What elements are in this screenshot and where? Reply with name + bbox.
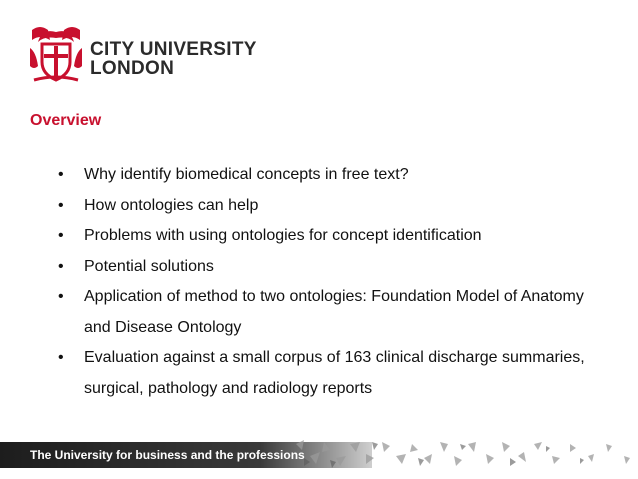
university-crest-icon xyxy=(28,22,84,84)
bullet-item xyxy=(58,252,598,283)
bullet-icon: • xyxy=(58,166,64,183)
bullet-text: Application of method to two ontologies: Foundation Model of Anatomy and Disease Ontology xyxy=(84,288,584,336)
footer-tagline: The University for business and the professions xyxy=(30,448,305,462)
bullet-text: How ontologies can help xyxy=(84,196,259,214)
university-logo-text xyxy=(90,40,257,78)
bullet-item xyxy=(58,221,598,252)
bullet-text: Why identify biomedical concepts in free text? xyxy=(84,166,409,183)
logo-line-2: LONDON xyxy=(90,58,175,79)
logo-line-1: CITY UNIVERSITY xyxy=(90,39,257,60)
bullet-item xyxy=(58,282,598,343)
decorative-pattern xyxy=(290,436,638,470)
bullet-text: Potential solutions xyxy=(84,257,214,275)
bullet-text: Evaluation against a small corpus of 163 clinical discharge summaries, surgical, pathology and radiology reports xyxy=(84,349,585,397)
bullet-icon: • xyxy=(58,196,64,214)
slide-title: Overview xyxy=(30,112,102,129)
bullet-item xyxy=(58,191,598,222)
bullet-text: Problems with using ontologies for concept identification xyxy=(84,227,482,244)
bullet-item xyxy=(58,160,598,191)
bullet-icon: • xyxy=(58,288,64,305)
bullet-icon: • xyxy=(58,227,64,244)
bullet-icon: • xyxy=(58,257,64,275)
bullet-item xyxy=(58,343,598,404)
bullet-list xyxy=(58,160,598,404)
footer xyxy=(0,436,638,470)
bullet-icon: • xyxy=(58,349,64,366)
